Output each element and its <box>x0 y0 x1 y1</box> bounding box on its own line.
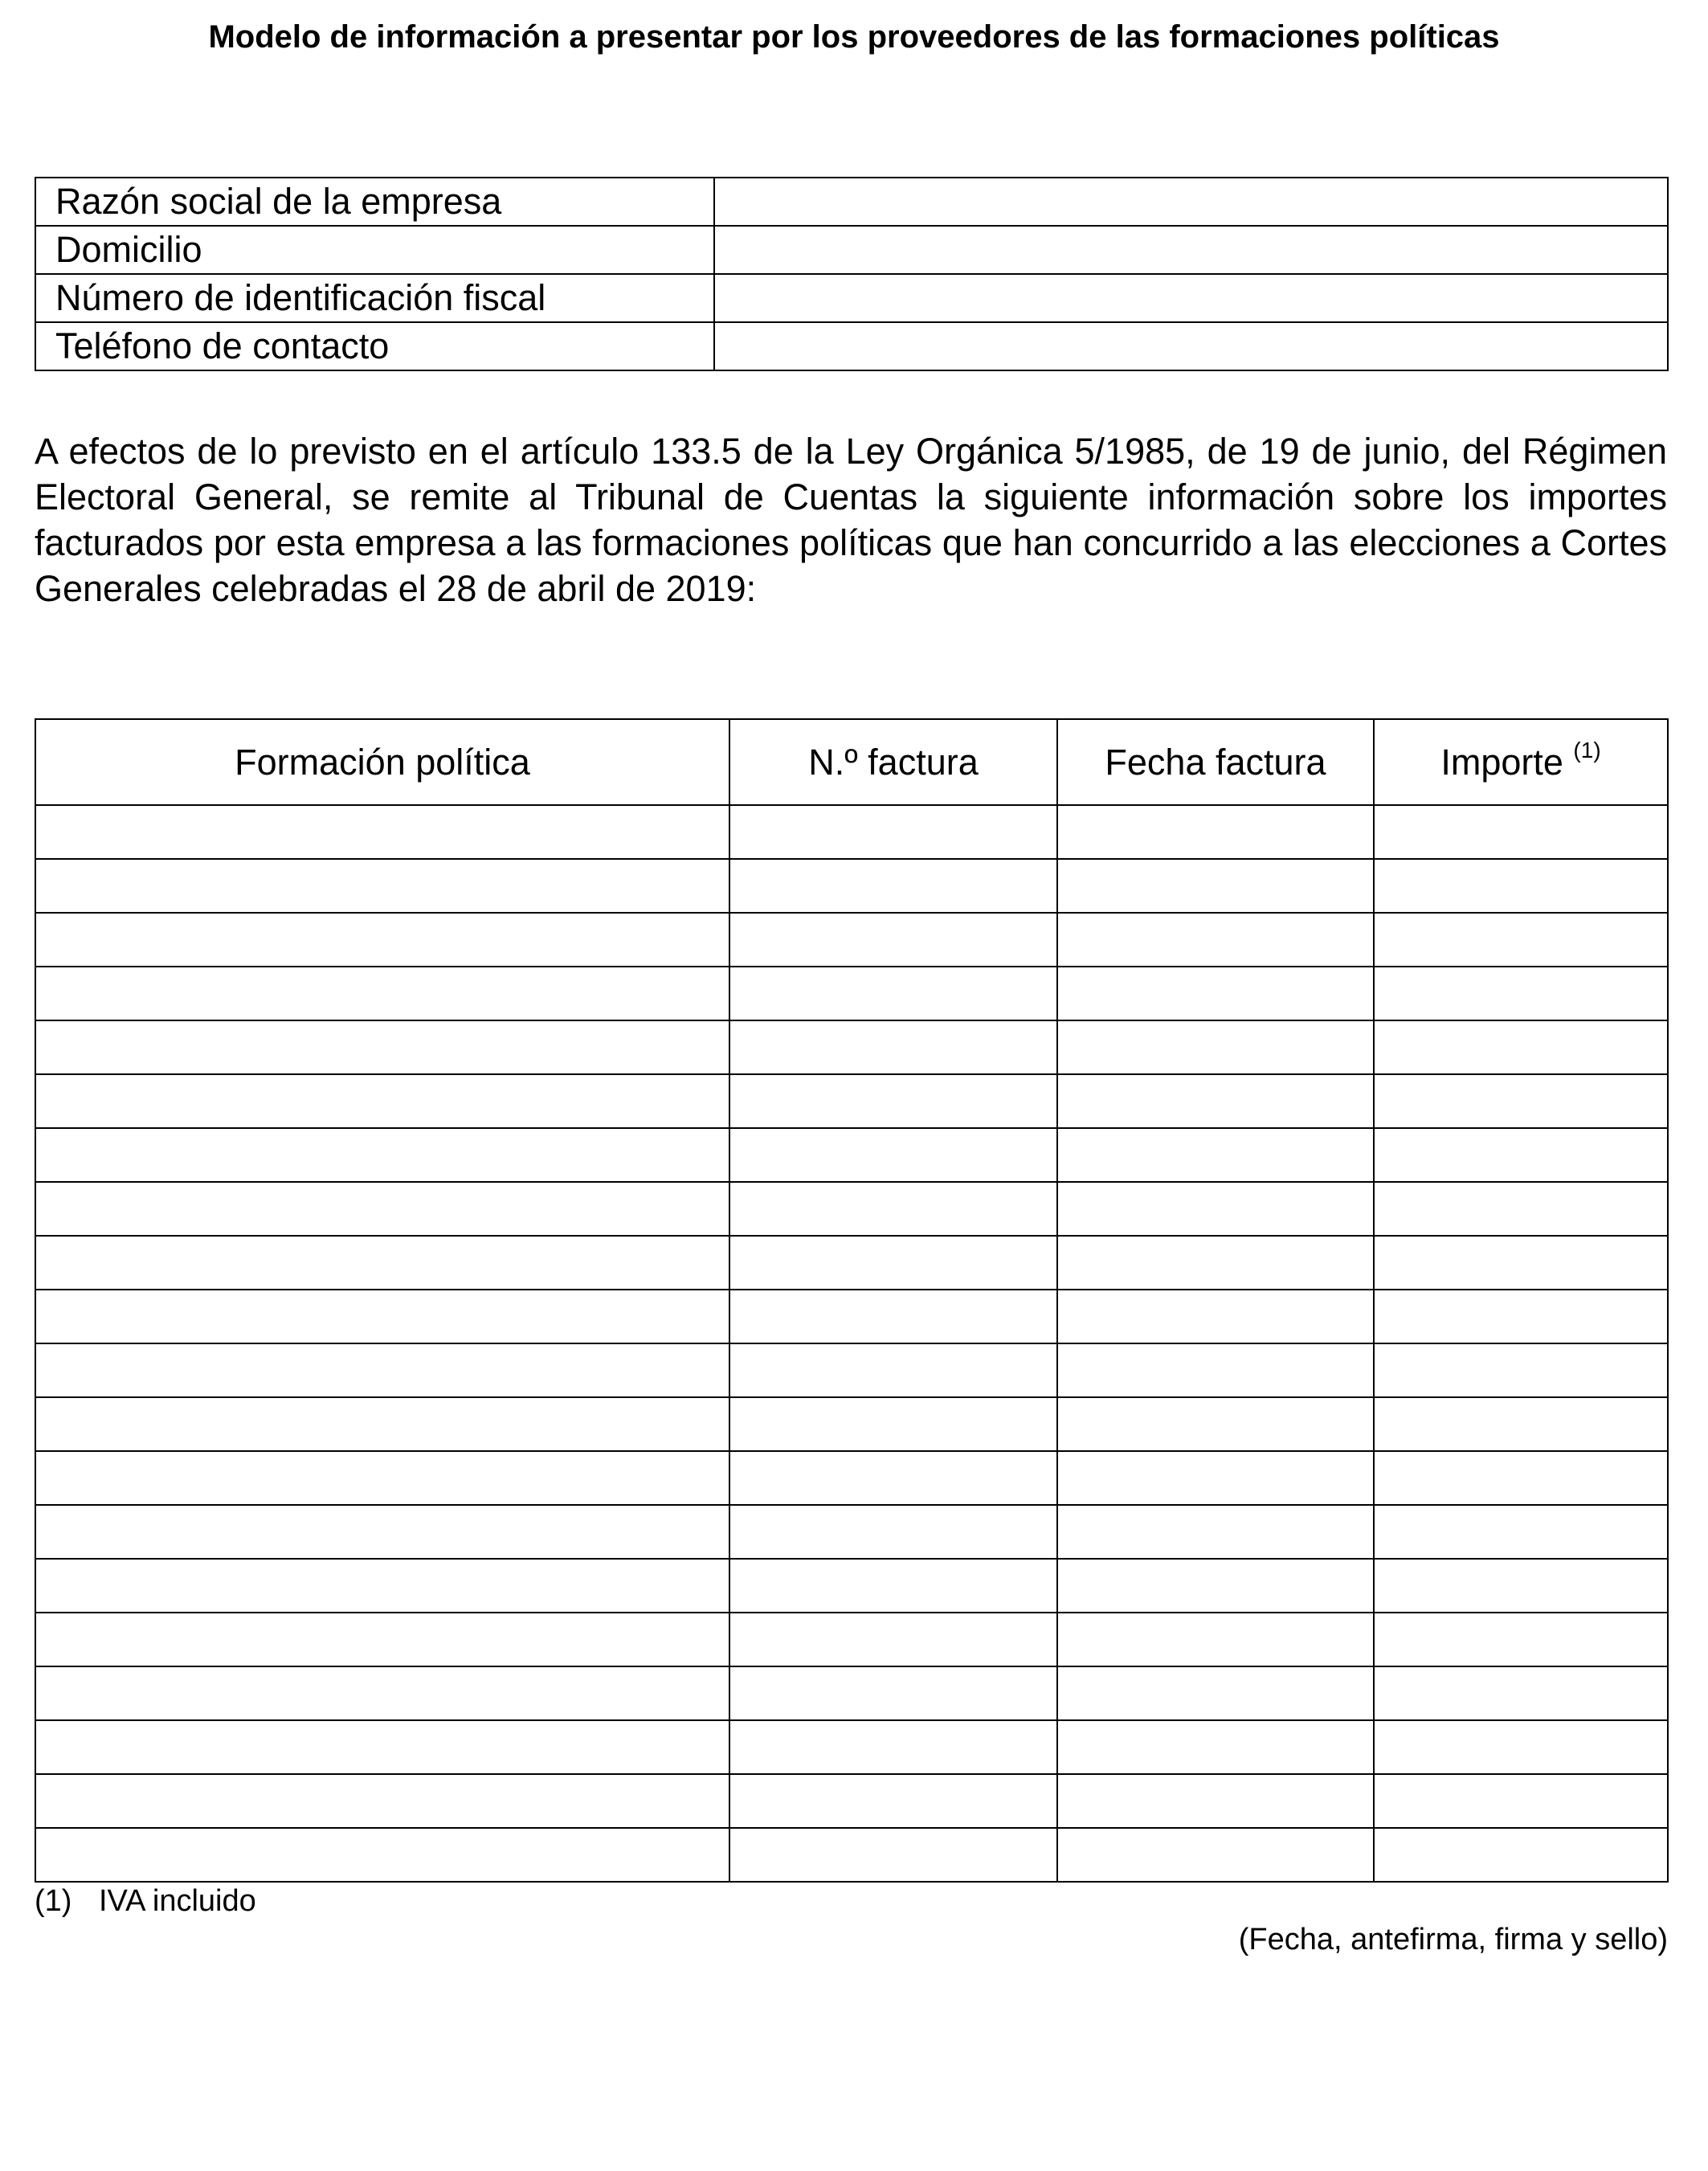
invoice-table-header-row <box>35 719 1668 805</box>
invoice-date-cell[interactable] <box>1057 1720 1374 1774</box>
company-info-row <box>35 322 1668 370</box>
party-cell[interactable] <box>35 1613 729 1666</box>
invoice-row <box>35 1505 1668 1559</box>
document-title: Modelo de información a presentar por los proveedores de las formaciones políticas <box>208 19 1500 55</box>
invoice-date-cell[interactable] <box>1057 1343 1374 1397</box>
invoice-number-cell[interactable] <box>729 1559 1057 1613</box>
invoice-number-cell[interactable] <box>729 1020 1057 1074</box>
invoice-date-cell[interactable] <box>1057 1074 1374 1128</box>
invoice-date-cell[interactable] <box>1057 859 1374 913</box>
invoice-date-cell[interactable] <box>1057 1236 1374 1290</box>
party-cell[interactable] <box>35 1290 729 1343</box>
company-info-value-field[interactable] <box>714 322 1668 370</box>
party-cell[interactable] <box>35 913 729 967</box>
invoice-number-cell[interactable] <box>729 967 1057 1020</box>
header-invoice-number: N.º factura <box>729 719 1057 805</box>
amount-cell[interactable] <box>1374 967 1668 1020</box>
invoice-row <box>35 1343 1668 1397</box>
footnote-text: IVA incluido <box>99 1884 256 1918</box>
party-cell[interactable] <box>35 1774 729 1828</box>
amount-cell[interactable] <box>1374 1613 1668 1666</box>
invoice-row <box>35 1182 1668 1236</box>
party-cell[interactable] <box>35 1397 729 1451</box>
invoice-table-body <box>35 805 1668 1882</box>
header-amount-note-ref: (1) <box>1573 737 1601 763</box>
amount-cell[interactable] <box>1374 1182 1668 1236</box>
invoice-number-cell[interactable] <box>729 1774 1057 1828</box>
amount-cell[interactable] <box>1374 805 1668 859</box>
invoice-date-cell[interactable] <box>1057 1290 1374 1343</box>
party-cell[interactable] <box>35 859 729 913</box>
invoice-number-cell[interactable] <box>729 1451 1057 1505</box>
invoice-number-cell[interactable] <box>729 1182 1057 1236</box>
amount-cell[interactable] <box>1374 1343 1668 1397</box>
invoice-date-cell[interactable] <box>1057 1613 1374 1666</box>
invoice-row <box>35 1559 1668 1613</box>
invoice-number-cell[interactable] <box>729 859 1057 913</box>
invoice-number-cell[interactable] <box>729 1613 1057 1666</box>
invoice-date-cell[interactable] <box>1057 1397 1374 1451</box>
party-cell[interactable] <box>35 1236 729 1290</box>
company-info-label: Domicilio <box>35 226 714 274</box>
amount-cell[interactable] <box>1374 1128 1668 1182</box>
invoice-date-cell[interactable] <box>1057 1128 1374 1182</box>
invoice-row <box>35 1290 1668 1343</box>
invoice-row <box>35 1666 1668 1720</box>
amount-cell[interactable] <box>1374 1720 1668 1774</box>
invoice-row <box>35 1613 1668 1666</box>
invoice-row <box>35 1828 1668 1882</box>
invoice-table <box>35 718 1669 1883</box>
party-cell[interactable] <box>35 1020 729 1074</box>
invoice-number-cell[interactable] <box>729 1397 1057 1451</box>
invoice-date-cell[interactable] <box>1057 1774 1374 1828</box>
amount-cell[interactable] <box>1374 1290 1668 1343</box>
invoice-date-cell[interactable] <box>1057 1559 1374 1613</box>
header-amount-label: Importe <box>1440 741 1563 783</box>
invoice-row <box>35 859 1668 913</box>
company-info-value-field[interactable] <box>714 226 1668 274</box>
amount-cell[interactable] <box>1374 1236 1668 1290</box>
company-info-value-field[interactable] <box>714 178 1668 226</box>
company-info-label: Teléfono de contacto <box>35 322 714 370</box>
amount-cell[interactable] <box>1374 1505 1668 1559</box>
party-cell[interactable] <box>35 1505 729 1559</box>
invoice-number-cell[interactable] <box>729 1505 1057 1559</box>
invoice-number-cell[interactable] <box>729 913 1057 967</box>
party-cell[interactable] <box>35 1666 729 1720</box>
footnote <box>35 1881 256 1921</box>
invoice-row <box>35 1020 1668 1074</box>
invoice-number-cell[interactable] <box>729 1828 1057 1882</box>
amount-cell[interactable] <box>1374 1774 1668 1828</box>
amount-cell[interactable] <box>1374 1559 1668 1613</box>
company-info-row <box>35 178 1668 226</box>
invoice-date-cell[interactable] <box>1057 913 1374 967</box>
intro-paragraph: A efectos de lo previsto en el artículo 133.5 de la Ley Orgánica 5/1985, de 19 de junio, del Régimen Electoral General, se remite al Tribunal de Cuentas la siguiente información sobre los importes facturados por esta empresa a las formaciones políticas que han concurrido a las elecciones a Cortes Generales celebradas el 28 de abril de 2019: <box>35 431 1667 609</box>
footnote-marker: (1) <box>35 1884 72 1918</box>
invoice-row <box>35 1451 1668 1505</box>
invoice-number-cell[interactable] <box>729 1290 1057 1343</box>
header-invoice-date: Fecha factura <box>1057 719 1374 805</box>
invoice-date-cell[interactable] <box>1057 1828 1374 1882</box>
amount-cell[interactable] <box>1374 1020 1668 1074</box>
amount-cell[interactable] <box>1374 1666 1668 1720</box>
amount-cell[interactable] <box>1374 1451 1668 1505</box>
invoice-row <box>35 805 1668 859</box>
invoice-row <box>35 1720 1668 1774</box>
amount-cell[interactable] <box>1374 1074 1668 1128</box>
invoice-date-cell[interactable] <box>1057 1505 1374 1559</box>
party-cell[interactable] <box>35 1343 729 1397</box>
party-cell[interactable] <box>35 1451 729 1505</box>
invoice-row <box>35 1774 1668 1828</box>
party-cell[interactable] <box>35 1720 729 1774</box>
invoice-number-cell[interactable] <box>729 1343 1057 1397</box>
invoice-row <box>35 1236 1668 1290</box>
company-info-label: Razón social de la empresa <box>35 178 714 226</box>
invoice-date-cell[interactable] <box>1057 805 1374 859</box>
invoice-number-cell[interactable] <box>729 1128 1057 1182</box>
party-cell[interactable] <box>35 1559 729 1613</box>
company-info-label: Número de identificación fiscal <box>35 274 714 322</box>
party-cell[interactable] <box>35 1182 729 1236</box>
signature-note: (Fecha, antefirma, firma y sello) <box>1238 1923 1668 1956</box>
company-info-table <box>35 177 1669 371</box>
invoice-date-cell[interactable] <box>1057 1451 1374 1505</box>
invoice-row <box>35 967 1668 1020</box>
party-cell[interactable] <box>35 1828 729 1882</box>
party-cell[interactable] <box>35 1128 729 1182</box>
amount-cell[interactable] <box>1374 913 1668 967</box>
amount-cell[interactable] <box>1374 1828 1668 1882</box>
header-party: Formación política <box>35 719 729 805</box>
invoice-row <box>35 1128 1668 1182</box>
party-cell[interactable] <box>35 1074 729 1128</box>
invoice-number-cell[interactable] <box>729 1074 1057 1128</box>
invoice-date-cell[interactable] <box>1057 967 1374 1020</box>
invoice-number-cell[interactable] <box>729 805 1057 859</box>
party-cell[interactable] <box>35 805 729 859</box>
company-info-row <box>35 226 1668 274</box>
header-amount <box>1374 719 1668 805</box>
amount-cell[interactable] <box>1374 859 1668 913</box>
invoice-date-cell[interactable] <box>1057 1182 1374 1236</box>
company-info-value-field[interactable] <box>714 274 1668 322</box>
invoice-number-cell[interactable] <box>729 1236 1057 1290</box>
invoice-number-cell[interactable] <box>729 1720 1057 1774</box>
company-info-row <box>35 274 1668 322</box>
invoice-row <box>35 913 1668 967</box>
company-info-body <box>35 178 1668 370</box>
invoice-row <box>35 1074 1668 1128</box>
amount-cell[interactable] <box>1374 1397 1668 1451</box>
invoice-number-cell[interactable] <box>729 1666 1057 1720</box>
party-cell[interactable] <box>35 967 729 1020</box>
invoice-date-cell[interactable] <box>1057 1666 1374 1720</box>
invoice-row <box>35 1397 1668 1451</box>
invoice-date-cell[interactable] <box>1057 1020 1374 1074</box>
